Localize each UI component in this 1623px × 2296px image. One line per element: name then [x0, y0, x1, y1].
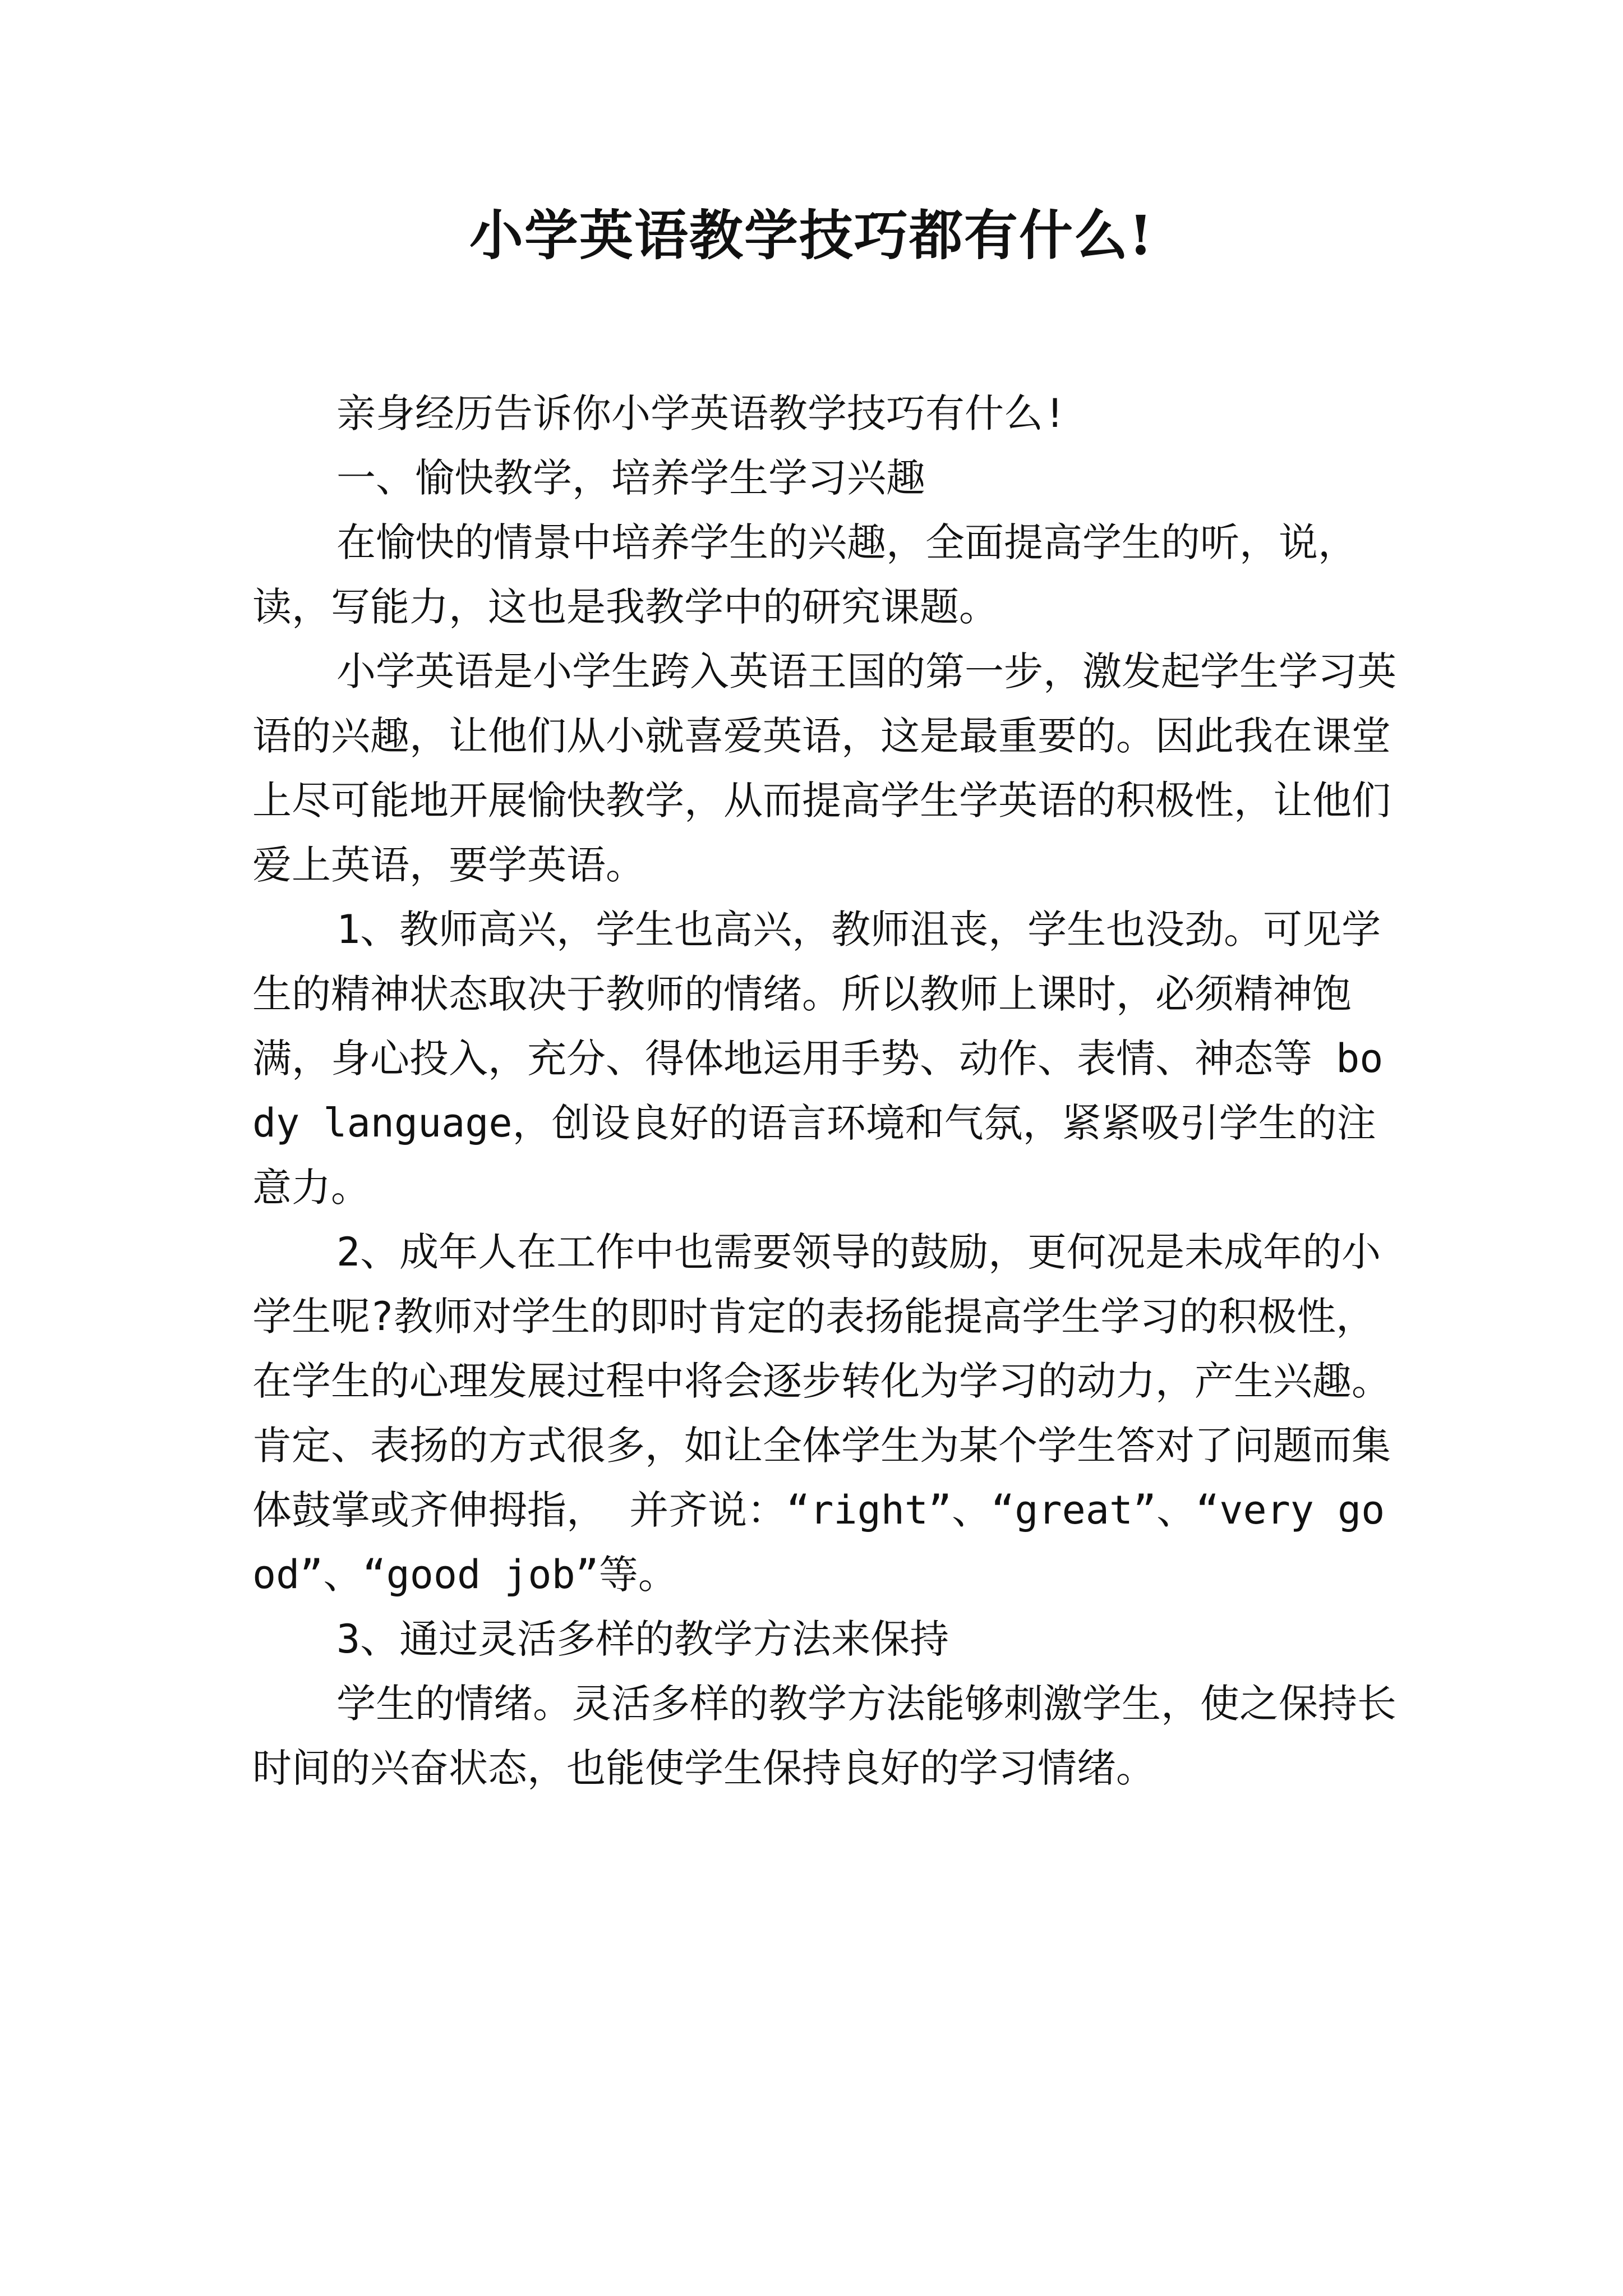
paragraph-item-2: 2、成年人在工作中也需要领导的鼓励，更何况是未成年的小学生呢?教师对学生的即时肯定的表扬能提高学生学习的积极性，在学生的心理发展过程中将会逐步转化为学习的动力，产生兴趣。肯定、表扬的方式很多，如让全体学生为某个学生答对了问题而集体鼓掌或齐伸拇指， 并齐说：“right”、“great”、“very good”、“good job”等。 — [252, 1229, 1391, 1598]
paragraph-intro: 亲身经历告诉你小学英语教学技巧有什么! — [336, 390, 1067, 436]
paragraph: 学生的情绪。灵活多样的教学方法能够刺激学生，使之保持长时间的兴奋状态，也能使学生保持良好的学习情绪。 — [252, 1681, 1396, 1791]
section-heading-1: 一、愉快教学，培养学生学习兴趣 — [336, 455, 925, 501]
paragraph: 小学英语是小学生跨入英语王国的第一步，激发起学生学习英语的兴趣，让他们从小就喜爱英语，这是最重要的。因此我在课堂上尽可能地开展愉快教学，从而提高学生学英语的积极性，让他们爱上英语，要学英语。 — [252, 648, 1396, 888]
paragraph: 在愉快的情景中培养学生的兴趣，全面提高学生的听，说，读，写能力，这也是我教学中的研究课题。 — [252, 519, 1357, 630]
paragraph-item-1: 1、教师高兴，学生也高兴，教师沮丧，学生也没劲。可见学生的精神状态取决于教师的情绪。所以教师上课时，必须精神饱满，身心投入，充分、得体地运用手势、动作、表情、神态等 body language，创设良好的语言环境和气氛，紧紧吸引学生的注意力。 — [252, 907, 1384, 1211]
paragraph-item-3: 3、通过灵活多样的教学方法来保持 — [336, 1616, 949, 1662]
document-body — [252, 381, 1402, 1801]
document-title: 小学英语教学技巧都有什么! — [469, 204, 1154, 267]
